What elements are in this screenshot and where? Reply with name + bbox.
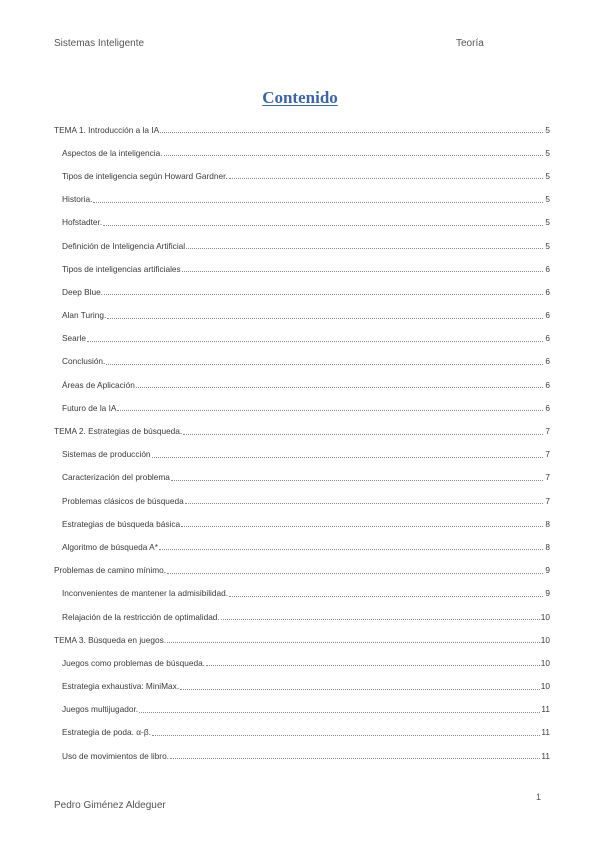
toc-entry-label: Uso de movimientos de libro. — [62, 750, 169, 761]
toc-leader-dots — [152, 457, 543, 458]
toc-entry-page: 5 — [545, 217, 550, 228]
toc-entry[interactable] — [54, 280, 550, 303]
toc-entry[interactable] — [54, 327, 550, 350]
toc-entry[interactable] — [54, 118, 550, 141]
toc-leader-dots — [167, 573, 543, 574]
toc-leader-dots — [167, 642, 540, 643]
toc-leader-dots — [170, 758, 540, 759]
toc-entry[interactable] — [54, 257, 550, 280]
toc-entry[interactable] — [54, 628, 550, 651]
toc-entry[interactable] — [54, 535, 550, 558]
toc-entry[interactable] — [54, 164, 550, 187]
toc-leader-dots — [221, 619, 540, 620]
toc-leader-dots — [182, 271, 543, 272]
toc-leader-dots — [171, 480, 543, 481]
toc-entry[interactable] — [54, 188, 550, 211]
toc-entry-label: Searle — [62, 333, 86, 344]
toc-entry[interactable] — [54, 512, 550, 535]
toc-leader-dots — [181, 526, 543, 527]
toc-entry-label: Estrategia exhaustiva: MiniMax. — [62, 681, 180, 692]
toc-leader-dots — [206, 665, 540, 666]
toc-entry-page: 11 — [541, 750, 550, 761]
toc-entry[interactable] — [54, 234, 550, 257]
toc-entry-label: TEMA 2. Estrategias de búsqueda. — [54, 426, 183, 437]
toc-entry-label: Tipos de inteligencia según Howard Gardner. — [62, 170, 228, 181]
toc-entry[interactable] — [54, 675, 550, 698]
toc-entry[interactable] — [54, 350, 550, 373]
toc-entry-page: 6 — [545, 402, 550, 413]
toc-entry-label: Caracterización del problema — [62, 472, 170, 483]
toc-leader-dots — [159, 549, 543, 550]
toc-entry-page: 9 — [545, 565, 550, 576]
toc-entry-label: Juegos como problemas de búsqueda. — [62, 657, 205, 668]
header-course-title: Sistemas Inteligente — [54, 38, 145, 49]
toc-entry-page: 7 — [545, 495, 550, 506]
toc-entry[interactable] — [54, 419, 550, 442]
toc-leader-dots — [180, 689, 540, 690]
toc-entry-label: Juegos multijugador. — [62, 704, 139, 715]
toc-entry[interactable] — [54, 651, 550, 674]
toc-entry-page: 5 — [545, 240, 550, 251]
toc-leader-dots — [139, 712, 540, 713]
toc-entry-page: 5 — [545, 124, 550, 135]
toc-entry-label: Sistemas de producción — [62, 449, 151, 460]
toc-entry-label: Tipos de inteligencias artificiales — [62, 263, 181, 274]
toc-entry-label: Inconvenientes de mantener la admisibilidad. — [62, 588, 229, 599]
toc-entry-label: Futuro de la IA — [62, 402, 117, 413]
toc-entry-page: 6 — [545, 356, 550, 367]
toc-entry-page: 7 — [545, 426, 550, 437]
toc-entry-page: 11 — [541, 704, 550, 715]
toc-entry[interactable] — [54, 211, 550, 234]
toc-entry-label: Relajación de la restricción de optimalidad. — [62, 611, 220, 622]
toc-entry[interactable] — [54, 744, 550, 767]
toc-entry-label: Problemas de camino mínimo. — [54, 565, 167, 576]
toc-entry-label: Deep Blue. — [62, 286, 104, 297]
toc-leader-dots — [107, 318, 543, 319]
toc-entry[interactable] — [54, 489, 550, 512]
toc-entry-page: 5 — [545, 147, 550, 158]
toc-leader-dots — [136, 387, 543, 388]
table-of-contents — [54, 118, 550, 767]
toc-entry-page: 10 — [540, 657, 550, 668]
toc-entry[interactable] — [54, 373, 550, 396]
toc-leader-dots — [229, 596, 543, 597]
toc-entry[interactable] — [54, 396, 550, 419]
toc-entry[interactable] — [54, 443, 550, 466]
toc-entry-label: Historia. — [62, 194, 93, 205]
toc-entry-label: Estrategia de poda. α-β. — [62, 727, 151, 738]
toc-leader-dots — [93, 202, 543, 203]
toc-entry-page: 6 — [545, 333, 550, 344]
header-section: Teoría — [456, 38, 484, 49]
toc-entry[interactable] — [54, 141, 550, 164]
toc-entry[interactable] — [54, 605, 550, 628]
toc-entry-page: 6 — [545, 286, 550, 297]
toc-leader-dots — [229, 178, 543, 179]
toc-entry-label: TEMA 1. Introducción a la IA — [54, 124, 160, 135]
toc-leader-dots — [104, 294, 543, 295]
toc-entry[interactable] — [54, 698, 550, 721]
toc-entry[interactable] — [54, 304, 550, 327]
toc-entry[interactable] — [54, 582, 550, 605]
toc-entry-page: 10 — [540, 634, 550, 645]
toc-entry-label: Conclusión. — [62, 356, 106, 367]
toc-entry-page: 8 — [545, 518, 550, 529]
toc-entry-page: 10 — [540, 611, 550, 622]
toc-entry-page: 7 — [545, 449, 550, 460]
toc-entry-page: 11 — [541, 727, 550, 738]
footer-author: Pedro Giménez Aldeguer — [54, 800, 166, 811]
toc-entry-label: TEMA 3. Búsqueda en juegos. — [54, 634, 167, 645]
toc-title: Contenido — [262, 88, 338, 107]
page-number: 1 — [536, 792, 542, 802]
toc-leader-dots — [164, 155, 543, 156]
toc-entry-page: 6 — [545, 379, 550, 390]
toc-leader-dots — [185, 503, 543, 504]
toc-entry-page: 5 — [545, 170, 550, 181]
toc-leader-dots — [160, 132, 543, 133]
toc-leader-dots — [117, 410, 543, 411]
toc-entry-label: Hofstadter. — [62, 217, 103, 228]
toc-leader-dots — [106, 364, 543, 365]
toc-entry-page: 9 — [545, 588, 550, 599]
toc-leader-dots — [103, 225, 543, 226]
toc-entry-label: Problemas clásicos de búsqueda — [62, 495, 184, 506]
toc-entry[interactable] — [54, 559, 550, 582]
toc-entry-page: 10 — [540, 681, 550, 692]
toc-entry-label: Algoritmo de búsqueda A* — [62, 541, 158, 552]
toc-entry-page: 6 — [545, 263, 550, 274]
toc-entry-label: Áreas de Aplicación — [62, 379, 135, 390]
toc-entry[interactable] — [54, 466, 550, 489]
toc-entry-label: Definición de Inteligencia Artificial — [62, 240, 186, 251]
toc-leader-dots — [183, 434, 543, 435]
toc-entry-page: 6 — [545, 310, 550, 321]
toc-leader-dots — [186, 248, 543, 249]
toc-entry[interactable] — [54, 721, 550, 744]
toc-entry-label: Aspectos de la inteligencia. — [62, 147, 163, 158]
toc-entry-label: Estrategias de búsqueda básica — [62, 518, 181, 529]
toc-leader-dots — [152, 735, 540, 736]
toc-entry-label: Alan Turing. — [62, 310, 107, 321]
toc-entry-page: 7 — [545, 472, 550, 483]
toc-leader-dots — [87, 341, 543, 342]
toc-entry-page: 8 — [545, 541, 550, 552]
toc-entry-page: 5 — [545, 194, 550, 205]
